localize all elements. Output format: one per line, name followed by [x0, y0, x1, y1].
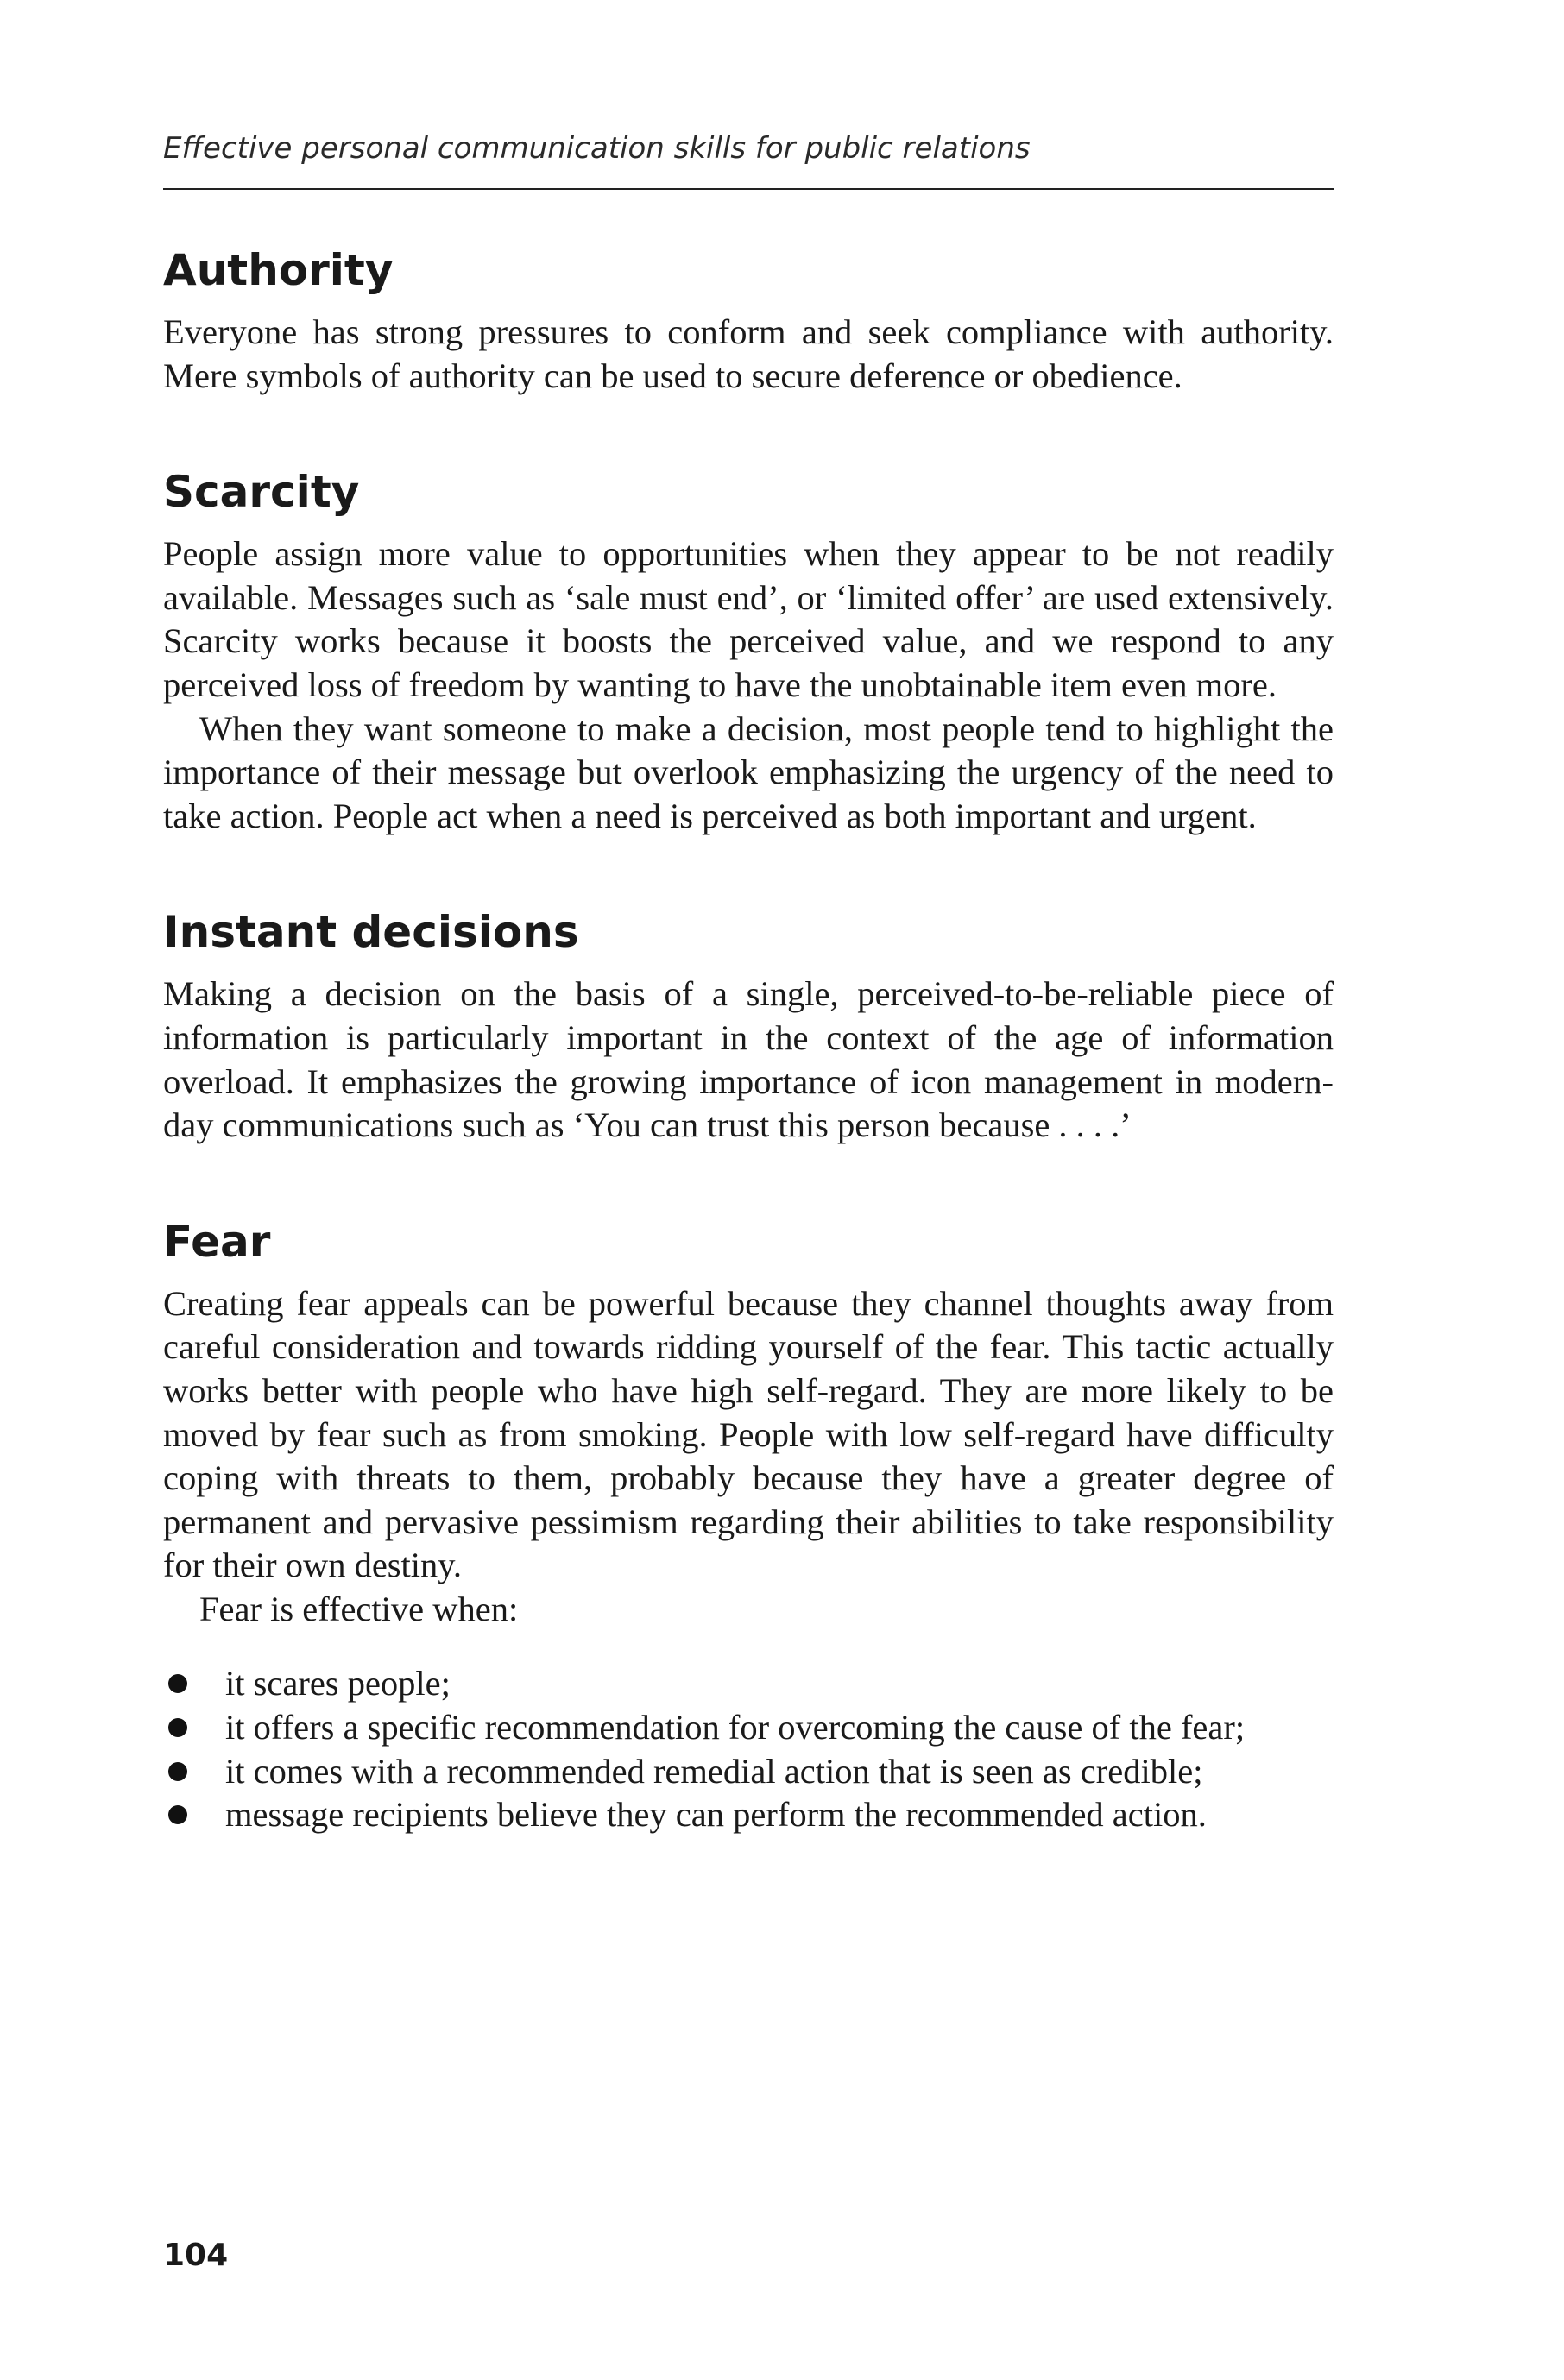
paragraph: Everyone has strong pressures to conform and seek compliance with authority. Mere symbols of authority can be used to secure deference or obedience.: [163, 312, 1334, 395]
bullet-icon: [168, 1718, 187, 1737]
section-heading: Instant decisions: [163, 907, 579, 958]
section-fear: [163, 1212, 1334, 1837]
running-head: Effective personal communication skills for public relations: [163, 131, 1031, 166]
list-item: [163, 1662, 1334, 1706]
list-item: [163, 1793, 1334, 1837]
section-scarcity: [163, 462, 1334, 838]
list-item-text: it comes with a recommended remedial action that is seen as credible;: [225, 1751, 1203, 1791]
bullet-icon: [168, 1674, 187, 1693]
section-heading: Fear: [163, 1216, 271, 1267]
section-heading: Scarcity: [163, 467, 360, 518]
bullet-icon: [168, 1805, 187, 1824]
paragraph: Fear is effective when:: [199, 1589, 519, 1628]
paragraph: When they want someone to make a decision, most people tend to highlight the importance of their message but overlook emphasizing the urgency of the need to take action. People act when a need is perceived as both important and urgent.: [163, 708, 1334, 835]
section-instant-decisions: [163, 902, 1334, 1147]
paragraph: Creating fear appeals can be powerful because they channel thoughts away from careful consideration and towards ridding yourself of the fear. This tactic actually works better with people who have high self-regard. They are more likely to be moved by fear such as from smoking. People with low self-regard have difficulty coping with threats to them, probably because they have a greater degree of permanent and pervasive pessimism regarding their abilities to take responsibility for their own destiny.: [163, 1283, 1334, 1585]
paragraph: Making a decision on the basis of a single, perceived-to-be-reliable piece of information is particularly important in the context of the age of information overload. It emphasizes the growing importance of icon management in modern-day communications such as ‘You can trust this person because . . . .’: [163, 974, 1334, 1145]
list-item: [163, 1750, 1334, 1794]
list-item-text: message recipients believe they can perform the recommended action.: [225, 1795, 1207, 1835]
list-item-text: it scares people;: [225, 1664, 451, 1703]
section-authority: [163, 240, 1334, 398]
page-content: [163, 240, 1334, 1837]
section-heading: Authority: [163, 245, 394, 295]
bullet-icon: [168, 1762, 187, 1781]
paragraph: People assign more value to opportunities when they appear to be not readily available. Messages such as ‘sale must end’, or ‘limited offer’ are used extensively. Scarcity works because it boosts the perceived value, and we respond to any perceived loss of freedom by wanting to have the unobtainable item even more.: [163, 534, 1334, 704]
page-number: 104: [163, 2238, 229, 2273]
list-item: [163, 1706, 1334, 1750]
list-item-text: it offers a specific recommendation for overcoming the cause of the fear;: [225, 1708, 1246, 1747]
bullet-list: [163, 1662, 1334, 1836]
header-rule: [163, 188, 1334, 190]
